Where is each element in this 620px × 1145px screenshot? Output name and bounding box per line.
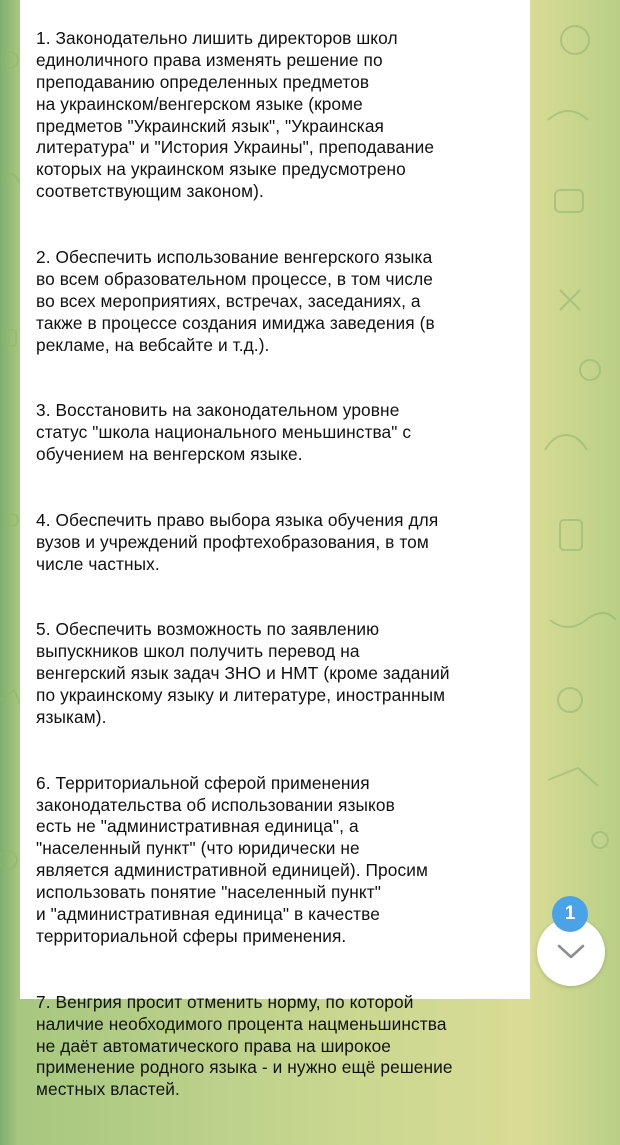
message-paragraph-5: 5. Обеспечить возможность по заявлению выпускников школ получить перевод на венгерский язык задач ЗНО и НМТ (кроме заданий по украинскому языку и литературе, иностранным языкам). [36, 619, 450, 727]
message-bubble [20, 0, 530, 1100]
message-paragraph-1: 1. Законодательно лишить директоров школ единоличного права изменять решение по преподаванию определенных предметов на украинском/венгерском языке (кроме предметов "Украинский язык", "Украинская литература" и "История Украины", преподавание которых на украинском языке предусмотрено соответствующим законом). [36, 27, 435, 202]
message-paragraph-2: 2. Обеспечить использование венгерского языка во всем образовательном процессе, в том числе во всех мероприятиях, встречах, заседаниях, а также в процессе создания имиджа заведения (в рекламе, на вебсайте и т.д.). [36, 246, 435, 355]
unread-count-badge: 1 [552, 896, 588, 932]
message-paragraph-7: 7. Венгрия просит отменить норму, по которой наличие необходимого процента нацменьшинства не даёт автоматического права на широкое применение родного языка - и нужно ещё решение местных властей. [36, 991, 453, 1100]
message-paragraph-6: 6. Территориальной сферой применения законодательства об использовании языков есть не "административная единица", а "населенный пункт" (что юридически не является административной единицей). Просим использовать понятие "населенный пункт" и "административная единица" в качестве территориальной сферы применения. [36, 772, 428, 946]
message-text [36, 6, 518, 1145]
message-paragraph-3: 3. Восстановить на законодательном уровне статус "школа национального меньшинства" с обучением на венгерском языке. [36, 400, 412, 465]
chevron-down-icon [556, 942, 586, 962]
message-paragraph-4: 4. Обеспечить право выбора языка обучения для вузов и учреждений профтехобразования, в том числе частных. [36, 509, 439, 574]
